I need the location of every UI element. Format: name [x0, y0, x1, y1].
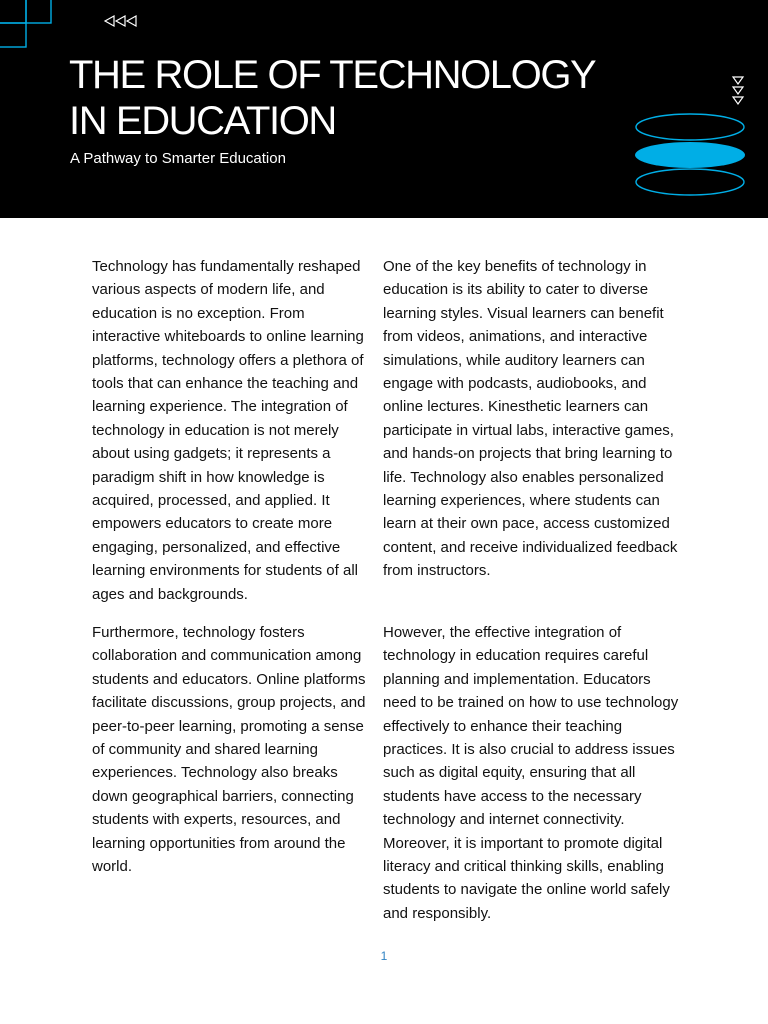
header-banner	[0, 0, 768, 218]
paragraph-intro: Technology has fundamentally reshaped various aspects of modern life, and education is no exception. From interactive whiteboards to online learning platforms, technology offers a plethora of tools that can enhance the teaching and learning experience. The integration of technology in education is not merely about using gadgets; it represents a paradigm shift in how knowledge is acquired, processed, and applied. It empowers educators to create more engaging, personalized, and effective learning environments for students of all ages and backgrounds.	[92, 258, 364, 603]
page-subtitle: A Pathway to Smarter Education	[70, 150, 286, 167]
triple-chevron-down-icon	[731, 75, 745, 107]
stacked-ellipses-icon	[632, 110, 750, 198]
grid-corner-icon	[0, 0, 52, 48]
title-line-2: IN EDUCATION	[69, 99, 336, 143]
page-number: 1	[380, 949, 388, 963]
page-title	[69, 52, 629, 144]
triple-chevron-left-icon	[104, 14, 138, 28]
paragraph-integration: However, the effective integration of technology in education requires careful planning and implementation. Educators need to be trained on how to use technology effectively to enhance their teaching practices. It is also crucial to address issues such as digital equity, ensuring that all students have access to the necessary technology and internet connectivity. Moreover, it is important to promote digital literacy and critical thinking skills, enabling students to navigate the online world safely and responsibly.	[383, 624, 679, 922]
title-line-1: THE ROLE OF TECHNOLOGY	[69, 53, 596, 97]
paragraph-learning-styles: One of the key benefits of technology in education is its ability to cater to diverse learning styles. Visual learners can benefit from videos, animations, and interactive simulations, while auditory learners can engage with podcasts, audiobooks, and online lectures. Kinesthetic learners can participate in virtual labs, interactive games, and hands-on projects that bring learning to life. Technology also enables personalized learning experiences, where students can learn at their own pace, access customized content, and receive individualized feedback from instructors.	[383, 258, 678, 580]
paragraph-collaboration: Furthermore, technology fosters collaboration and communication among students and educators. Online platforms facilitate discussions, group projects, and peer-to-peer learning, promoting a sense of community and shared learning experiences. Technology also breaks down geographical barriers, connecting students with experts, resources, and learning opportunities from around the world.	[92, 624, 366, 876]
